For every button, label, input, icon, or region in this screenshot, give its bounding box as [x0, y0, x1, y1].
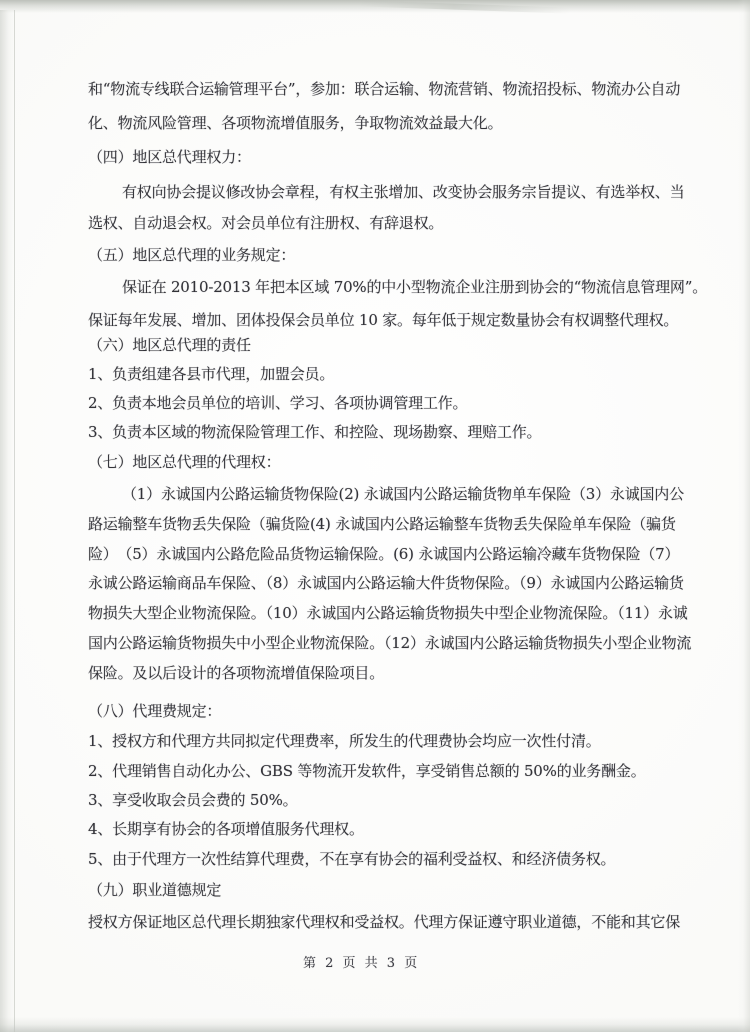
paragraph-line: 有权向协会提议修改协会章程，有权主张增加、改变协会服务宗旨提议、有选举权、当 — [122, 183, 685, 201]
list-item-line: 5、由于代理方一次性结算代理费，不在享有协会的福利受益权、和经济债务权。 — [88, 850, 616, 868]
list-item-line: 3、享受收取会员会费的 50%。 — [88, 791, 298, 809]
paragraph-line: 保险。及以后设计的各项物流增值保险项目。 — [88, 664, 385, 682]
list-item-line: 2、代理销售自动化办公、GBS 等物流开发软件，享受销售总额的 50%的业务酬金。 — [88, 762, 646, 780]
paragraph-line: 险） （5）永诚国内公路危险品货物运输保险。(6) 永诚国内公路运输冷藏车货物保险（7） — [88, 545, 680, 563]
paragraph-line: 选权、自动退会权。对会员单位有注册权、有辞退权。 — [88, 214, 444, 232]
section-heading: （五）地区总代理的业务规定： — [88, 246, 296, 264]
section-heading: （四）地区总代理权力： — [88, 148, 251, 166]
document-body — [88, 0, 708, 1032]
paragraph-line: 保证在 2010-2013 年把本区域 70%的中小型物流企业注册到协会的“物流信息管理网”。 — [122, 278, 708, 296]
scan-edge-left — [0, 10, 15, 1032]
page-number-footer: 第 2 页 共 3 页 — [303, 956, 419, 971]
list-item-line: 3、负责本区域的物流保险管理工作、和控险、现场勘察、理赔工作。 — [88, 423, 542, 441]
list-item-line: 4、长期享有协会的各项增值服务代理权。 — [88, 820, 364, 838]
paragraph-line: 化、物流风险管理、各项物流增值服务，争取物流效益最大化。 — [88, 114, 503, 132]
paragraph-line: 永诚公路运输商品车保险、（8）永诚国内公路运输大件货物保险。（9）永诚国内公路运输货 — [88, 574, 684, 592]
section-heading: （八）代理费规定： — [88, 702, 222, 720]
scan-edge-right — [738, 0, 750, 1032]
list-item-line: 2、负责本地会员单位的培训、学习、各项协调管理工作。 — [88, 394, 468, 412]
paragraph-line: 和“物流专线联合运输管理平台”，参加：联合运输、物流营销、物流招投标、物流办公自动 — [88, 80, 681, 98]
section-heading: （六）地区总代理的责任 — [88, 336, 251, 354]
paragraph-line: 保证每年发展、增加、团体投保会员单位 10 家。每年低于规定数量协会有权调整代理权。 — [88, 311, 679, 329]
paragraph-line: 国内公路运输货物损失中小型企业物流保险。（12）永诚国内公路运输货物损失小型企业物流 — [88, 634, 692, 652]
paragraph-line: 物损失大型企业物流保险。（10）永诚国内公路运输货物损失中型企业物流保险。（11）永诚 — [88, 604, 688, 622]
paragraph-line: （1）永诚国内公路运输货物保险(2) 永诚国内公路运输货物单车保险（3）永诚国内公 — [122, 485, 684, 503]
section-heading: （七）地区总代理的代理权： — [88, 453, 281, 471]
list-item-line: 1、授权方和代理方共同拟定代理费率，所发生的代理费协会均应一次性付清。 — [88, 732, 601, 750]
section-heading: （九）职业道德规定 — [88, 881, 222, 899]
paragraph-line: 授权方保证地区总代理长期独家代理权和受益权。代理方保证遵守职业道德，不能和其它保 — [88, 913, 681, 931]
paragraph-line: 路运输整车货物丢失保险（骗货险(4) 永诚国内公路运输整车货物丢失保险单车保险（骗货 — [88, 515, 676, 533]
list-item-line: 1、负责组建各县市代理，加盟会员。 — [88, 365, 335, 383]
